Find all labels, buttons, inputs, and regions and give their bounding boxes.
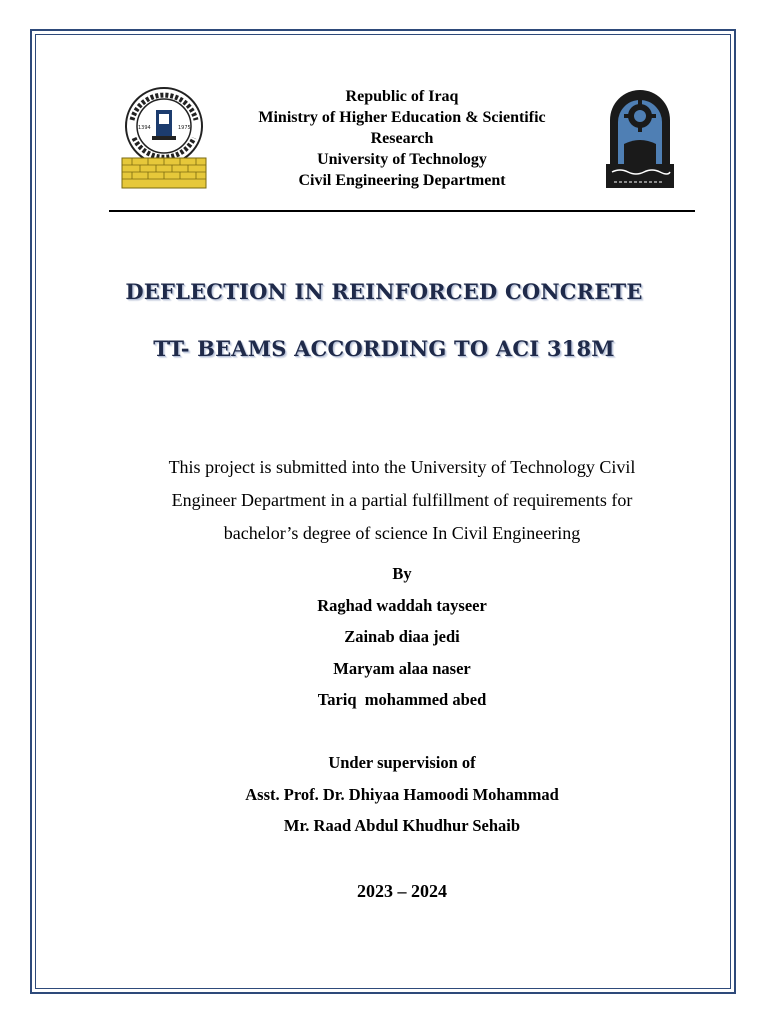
author-name: Raghad waddah tayseer	[317, 596, 487, 615]
university-emblem-icon	[604, 86, 676, 190]
svg-text:1975: 1975	[178, 125, 191, 131]
document-title-line-1: DEFLECTION IN REINFORCED CONCRETE	[125, 279, 643, 304]
header-line-ministry: Ministry of Higher Education & Scientific	[258, 109, 546, 126]
author-name: Maryam alaa naser	[333, 659, 471, 678]
svg-text:1394: 1394	[138, 125, 151, 131]
statement-line: This project is submitted into the University of Technology Civil	[168, 457, 636, 477]
header-line-research: Research	[370, 130, 434, 147]
statement-line: Engineer Department in a partial fulfillment of requirements for	[171, 490, 633, 510]
supervisor-name: Asst. Prof. Dr. Dhiyaa Hamoodi Mohammad	[245, 785, 559, 804]
header-line-republic: Republic of Iraq	[345, 88, 459, 105]
institution-header	[230, 86, 574, 191]
academic-year: 2023 – 2024	[357, 881, 447, 901]
document-title-line-2: TT- BEAMS ACCORDING TO ACI 318M	[153, 336, 615, 361]
submission-statement	[100, 451, 704, 550]
header-line-university: University of Technology	[317, 151, 487, 168]
author-name: Tariq mohammed abed	[317, 690, 487, 709]
header-line-department: Civil Engineering Department	[298, 172, 506, 189]
civil-engineering-emblem-icon	[118, 86, 210, 190]
author-name: Zainab diaa jedi	[344, 627, 460, 646]
header-divider	[109, 210, 695, 212]
statement-line: bachelor’s degree of science In Civil Engineering	[223, 523, 581, 543]
supervision-label: Under supervision of	[328, 753, 476, 772]
by-label: By	[392, 564, 412, 583]
supervisor-name: Mr. Raad Abdul Khudhur Sehaib	[283, 816, 521, 835]
